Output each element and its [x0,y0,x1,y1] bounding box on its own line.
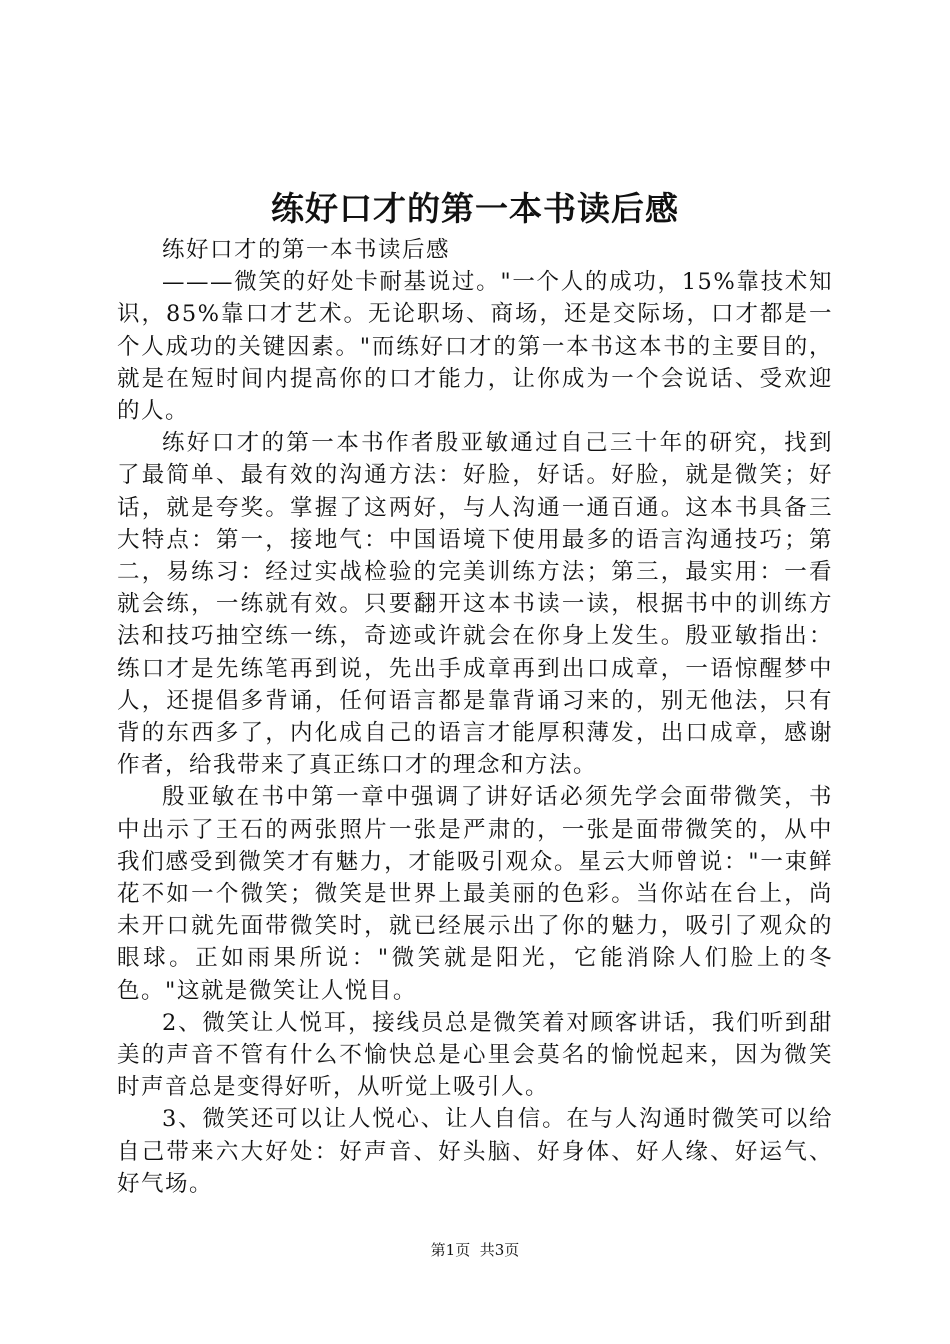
paragraph-smile: 殷亚敏在书中第一章中强调了讲好话必须先学会面带微笑，书中出示了王石的两张照片一张是严肃的，一张是面带微笑的，从中我们感受到微笑才有魅力，才能吸引观众。星云大师曾说："一束鲜花不如一个微笑；微笑是世界上最美丽的色彩。当你站在台上，尚未开口就先面带微笑时，就已经展示出了你的魅力，吸引了观众的眼球。正如雨果所说："微笑就是阳光，它能消除人们脸上的冬色。"这就是微笑让人悦目。 [117,784,833,1004]
paragraph-subtitle: 练好口才的第一本书读后感 [162,237,451,263]
page-footer [0,1240,950,1260]
paragraph-author: 练好口才的第一本书作者殷亚敏通过自己三十年的研究，找到了最简单、最有效的沟通方法：好脸，好话。好脸，就是微笑；好话，就是夸奖。掌握了这两好，与人沟通一通百通。这本书具备三大特点：第一，接地气：中国语境下使用最多的语言沟通技巧；第二，易练习：经过实战检验的完美训练方法；第三，最实用：一看就会练，一练就有效。只要翻开这本书读一读，根据书中的训练方法和技巧抽空练一练，奇迹或许就会在你身上发生。殷亚敏指出：练口才是先练笔再到说，先出手成章再到出口成章，一语惊醒梦中人，还提倡多背诵，任何语言都是靠背诵习来的，别无他法，只有背的东西多了，内化成自己的语言才能厚积薄发，出口成章，感谢作者，给我带来了真正练口才的理念和方法。 [117,430,833,779]
paragraph-point-2: 2、微笑让人悦耳，接线员总是微笑着对顾客讲话，我们听到甜美的声音不管有什么不愉快总是心里会莫名的愉悦起来，因为微笑时声音总是变得好听，从听觉上吸引人。 [117,1009,833,1101]
paragraph-point-3: 3、微笑还可以让人悦心、让人自信。在与人沟通时微笑可以给自己带来六大好处：好声音、好头脑、好身体、好人缘、好运气、好气场。 [117,1106,833,1197]
document-body [117,234,833,1200]
document-title: 练好口才的第一本书读后感 [271,189,679,228]
page-total: 共3页 [479,1241,520,1259]
page-number: 第1页 [430,1241,471,1259]
paragraph-intro: ———微笑的好处卡耐基说过。"一个人的成功，15%靠技术知识，85%靠口才艺术。无论职场、商场，还是交际场，口才都是一个人成功的关键因素。"而练好口才的第一本书这本书的主要目的，就是在短时间内提高你的口才能力，让你成为一个会说话、受欢迎的人。 [117,269,833,425]
